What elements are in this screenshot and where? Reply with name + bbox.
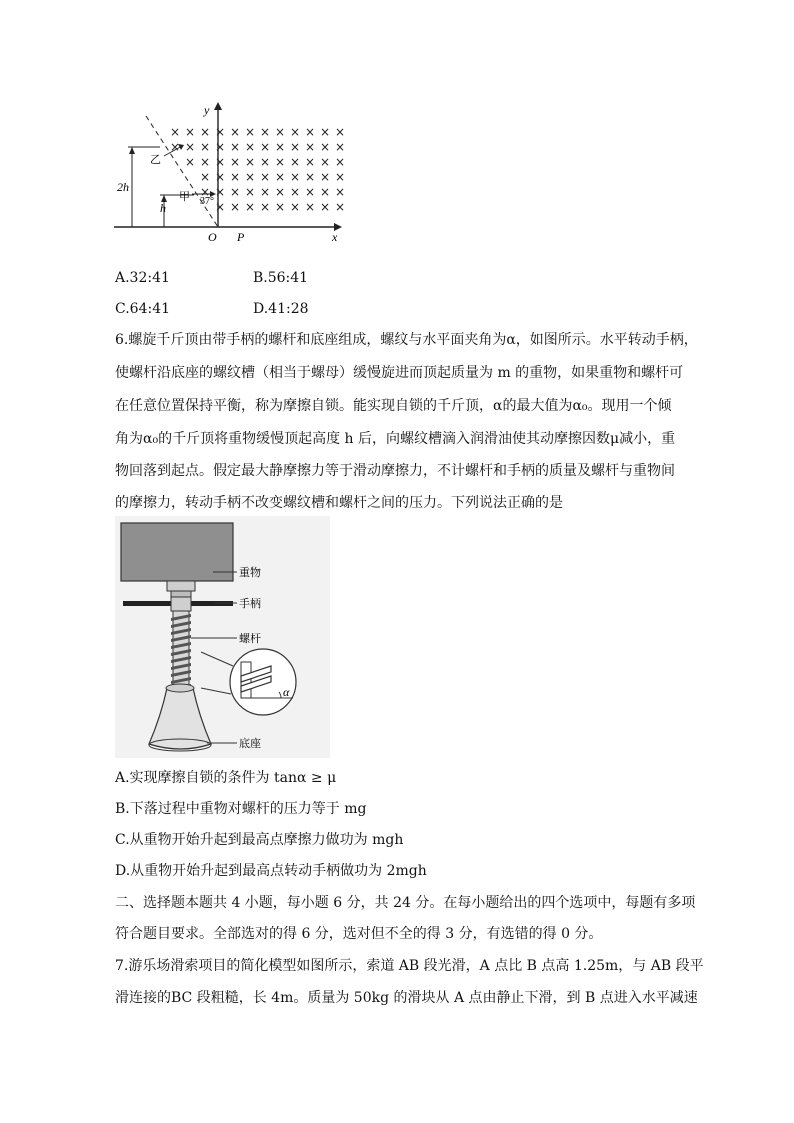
option-a[interactable]: A.32:41 (115, 270, 170, 286)
field-cross: × (319, 140, 331, 154)
field-cross: × (244, 140, 256, 154)
x-axis-label: x (332, 230, 338, 244)
field-cross: × (259, 170, 271, 184)
field-cross: × (319, 170, 331, 184)
field-cross: × (289, 170, 301, 184)
alpha-label: α (283, 685, 290, 699)
field-cross: × (184, 125, 196, 139)
field-cross: × (244, 155, 256, 169)
option-d[interactable]: D.41:28 (253, 301, 309, 317)
field-cross: × (199, 140, 211, 154)
field-cross: × (304, 170, 316, 184)
field-cross: × (334, 170, 346, 184)
field-cross: × (199, 125, 211, 139)
label-base: 底座 (239, 738, 261, 750)
q6-line-5: 物回落到起点。假定最大静摩擦力等于滑动摩擦力，不计螺杆和手柄的质量及螺杆与重物间 (115, 463, 675, 479)
q6-option-b[interactable]: B.下落过程中重物对螺杆的压力等于 mg (115, 801, 367, 817)
field-cross: × (304, 125, 316, 139)
field-cross: × (214, 185, 226, 199)
y-axis-label: y (204, 103, 210, 117)
field-cross: × (319, 185, 331, 199)
field-cross: × (214, 155, 226, 169)
field-cross: × (334, 200, 346, 214)
field-cross: × (199, 170, 211, 184)
field-cross: × (304, 155, 316, 169)
field-cross: × (199, 185, 211, 199)
field-cross: × (334, 140, 346, 154)
field-cross: × (334, 125, 346, 139)
field-cross: × (244, 125, 256, 139)
field-cross: × (229, 155, 241, 169)
field-cross: × (274, 200, 286, 214)
q6-line-3: 在任意位置保持平衡，称为摩擦自锁。能实现自锁的千斤顶，α的最大值为α₀。现用一个倾 (115, 398, 672, 414)
field-cross: × (229, 125, 241, 139)
field-cross: × (229, 185, 241, 199)
field-cross: × (214, 140, 226, 154)
q6-line-4: 角为α₀的千斤顶将重物缓慢顶起高度 h 后，向螺纹槽滴入润滑油使其动摩擦因数μ减小，重 (115, 431, 676, 447)
field-cross: × (259, 140, 271, 154)
field-cross: × (214, 125, 226, 139)
option-c[interactable]: C.64:41 (115, 301, 171, 317)
field-cross: × (169, 140, 181, 154)
q6-option-c[interactable]: C.从重物开始升起到最高点摩擦力做功为 mgh (115, 832, 404, 848)
field-cross: × (304, 200, 316, 214)
field-cross: × (274, 140, 286, 154)
q6-option-d[interactable]: D.从重物开始升起到最高点转动手柄做功为 2mgh (115, 863, 427, 879)
field-cross: × (169, 125, 181, 139)
field-cross: × (289, 155, 301, 169)
field-cross: × (199, 155, 211, 169)
particle-jia-label: 甲 (179, 191, 190, 203)
field-cross: × (289, 125, 301, 139)
field-cross: × (274, 170, 286, 184)
point-p-label: P (237, 230, 245, 244)
field-cross: × (244, 170, 256, 184)
field-cross: × (274, 125, 286, 139)
field-cross: × (259, 125, 271, 139)
origin-label: O (208, 230, 217, 244)
q7-line-1: 7.游乐场滑索项目的简化模型如图所示，索道 AB 段光滑，A 点比 B 点高 1.25m，与 AB 段平 (115, 958, 704, 974)
field-cross: × (319, 125, 331, 139)
angle-label: 37° (200, 196, 214, 207)
field-cross: × (184, 155, 196, 169)
field-cross: × (214, 200, 226, 214)
field-cross: × (274, 155, 286, 169)
field-cross: × (289, 200, 301, 214)
field-cross: × (289, 185, 301, 199)
field-cross: × (259, 185, 271, 199)
q6-line-1: 6.螺旋千斤顶由带手柄的螺杆和底座组成，螺纹与水平面夹角为α，如图所示。水平转动手柄， (115, 332, 698, 348)
q6-line-2: 使螺杆沿底座的螺纹槽（相当于螺母）缓慢旋进而顶起质量为 m 的重物，如果重物和螺杆可 (115, 365, 684, 381)
label-handle: 手柄 (239, 598, 261, 610)
field-cross: × (229, 200, 241, 214)
field-cross: × (229, 140, 241, 154)
field-cross: × (244, 200, 256, 214)
field-figure (112, 100, 362, 250)
label-weight: 重物 (239, 567, 261, 579)
field-cross: × (304, 185, 316, 199)
field-cross: × (289, 140, 301, 154)
field-crosses (170, 125, 345, 214)
q6-option-a[interactable]: A.实现摩擦自锁的条件为 tanα ≥ μ (115, 770, 337, 786)
field-cross: × (259, 200, 271, 214)
field-cross: × (274, 185, 286, 199)
field-cross: × (244, 185, 256, 199)
label-2h: 2h (117, 180, 129, 194)
q6-line-6: 的摩擦力，转动手柄不改变螺纹槽和螺杆之间的压力。下列说法正确的是 (115, 495, 563, 511)
field-cross: × (334, 155, 346, 169)
field-cross: × (319, 155, 331, 169)
field-cross: × (184, 140, 196, 154)
field-cross: × (259, 155, 271, 169)
field-cross: × (334, 185, 346, 199)
field-cross: × (229, 170, 241, 184)
y-axis-arrow (214, 102, 222, 110)
field-cross: × (319, 200, 331, 214)
screw-jack-figure (115, 516, 330, 758)
section2-line-2: 符合题目要求。全部选对的得 6 分，选对但不全的得 3 分，有选错的得 0 分。 (115, 926, 603, 942)
label-screw: 螺杆 (239, 633, 261, 645)
particle-yi-label: 乙 (150, 154, 161, 166)
q7-line-2: 滑连接的BC 段粗糙，长 4m。质量为 50kg 的滑块从 A 点由静止下滑，到 B 点进入水平减速 (115, 990, 698, 1006)
field-cross: × (304, 140, 316, 154)
field-cross: × (214, 170, 226, 184)
option-b[interactable]: B.56:41 (253, 270, 309, 286)
label-h: h (160, 201, 166, 215)
section2-line-1: 二、选择题本题共 4 小题，每小题 6 分，共 24 分。在每小题给出的四个选项中，每题有多项 (115, 895, 696, 911)
